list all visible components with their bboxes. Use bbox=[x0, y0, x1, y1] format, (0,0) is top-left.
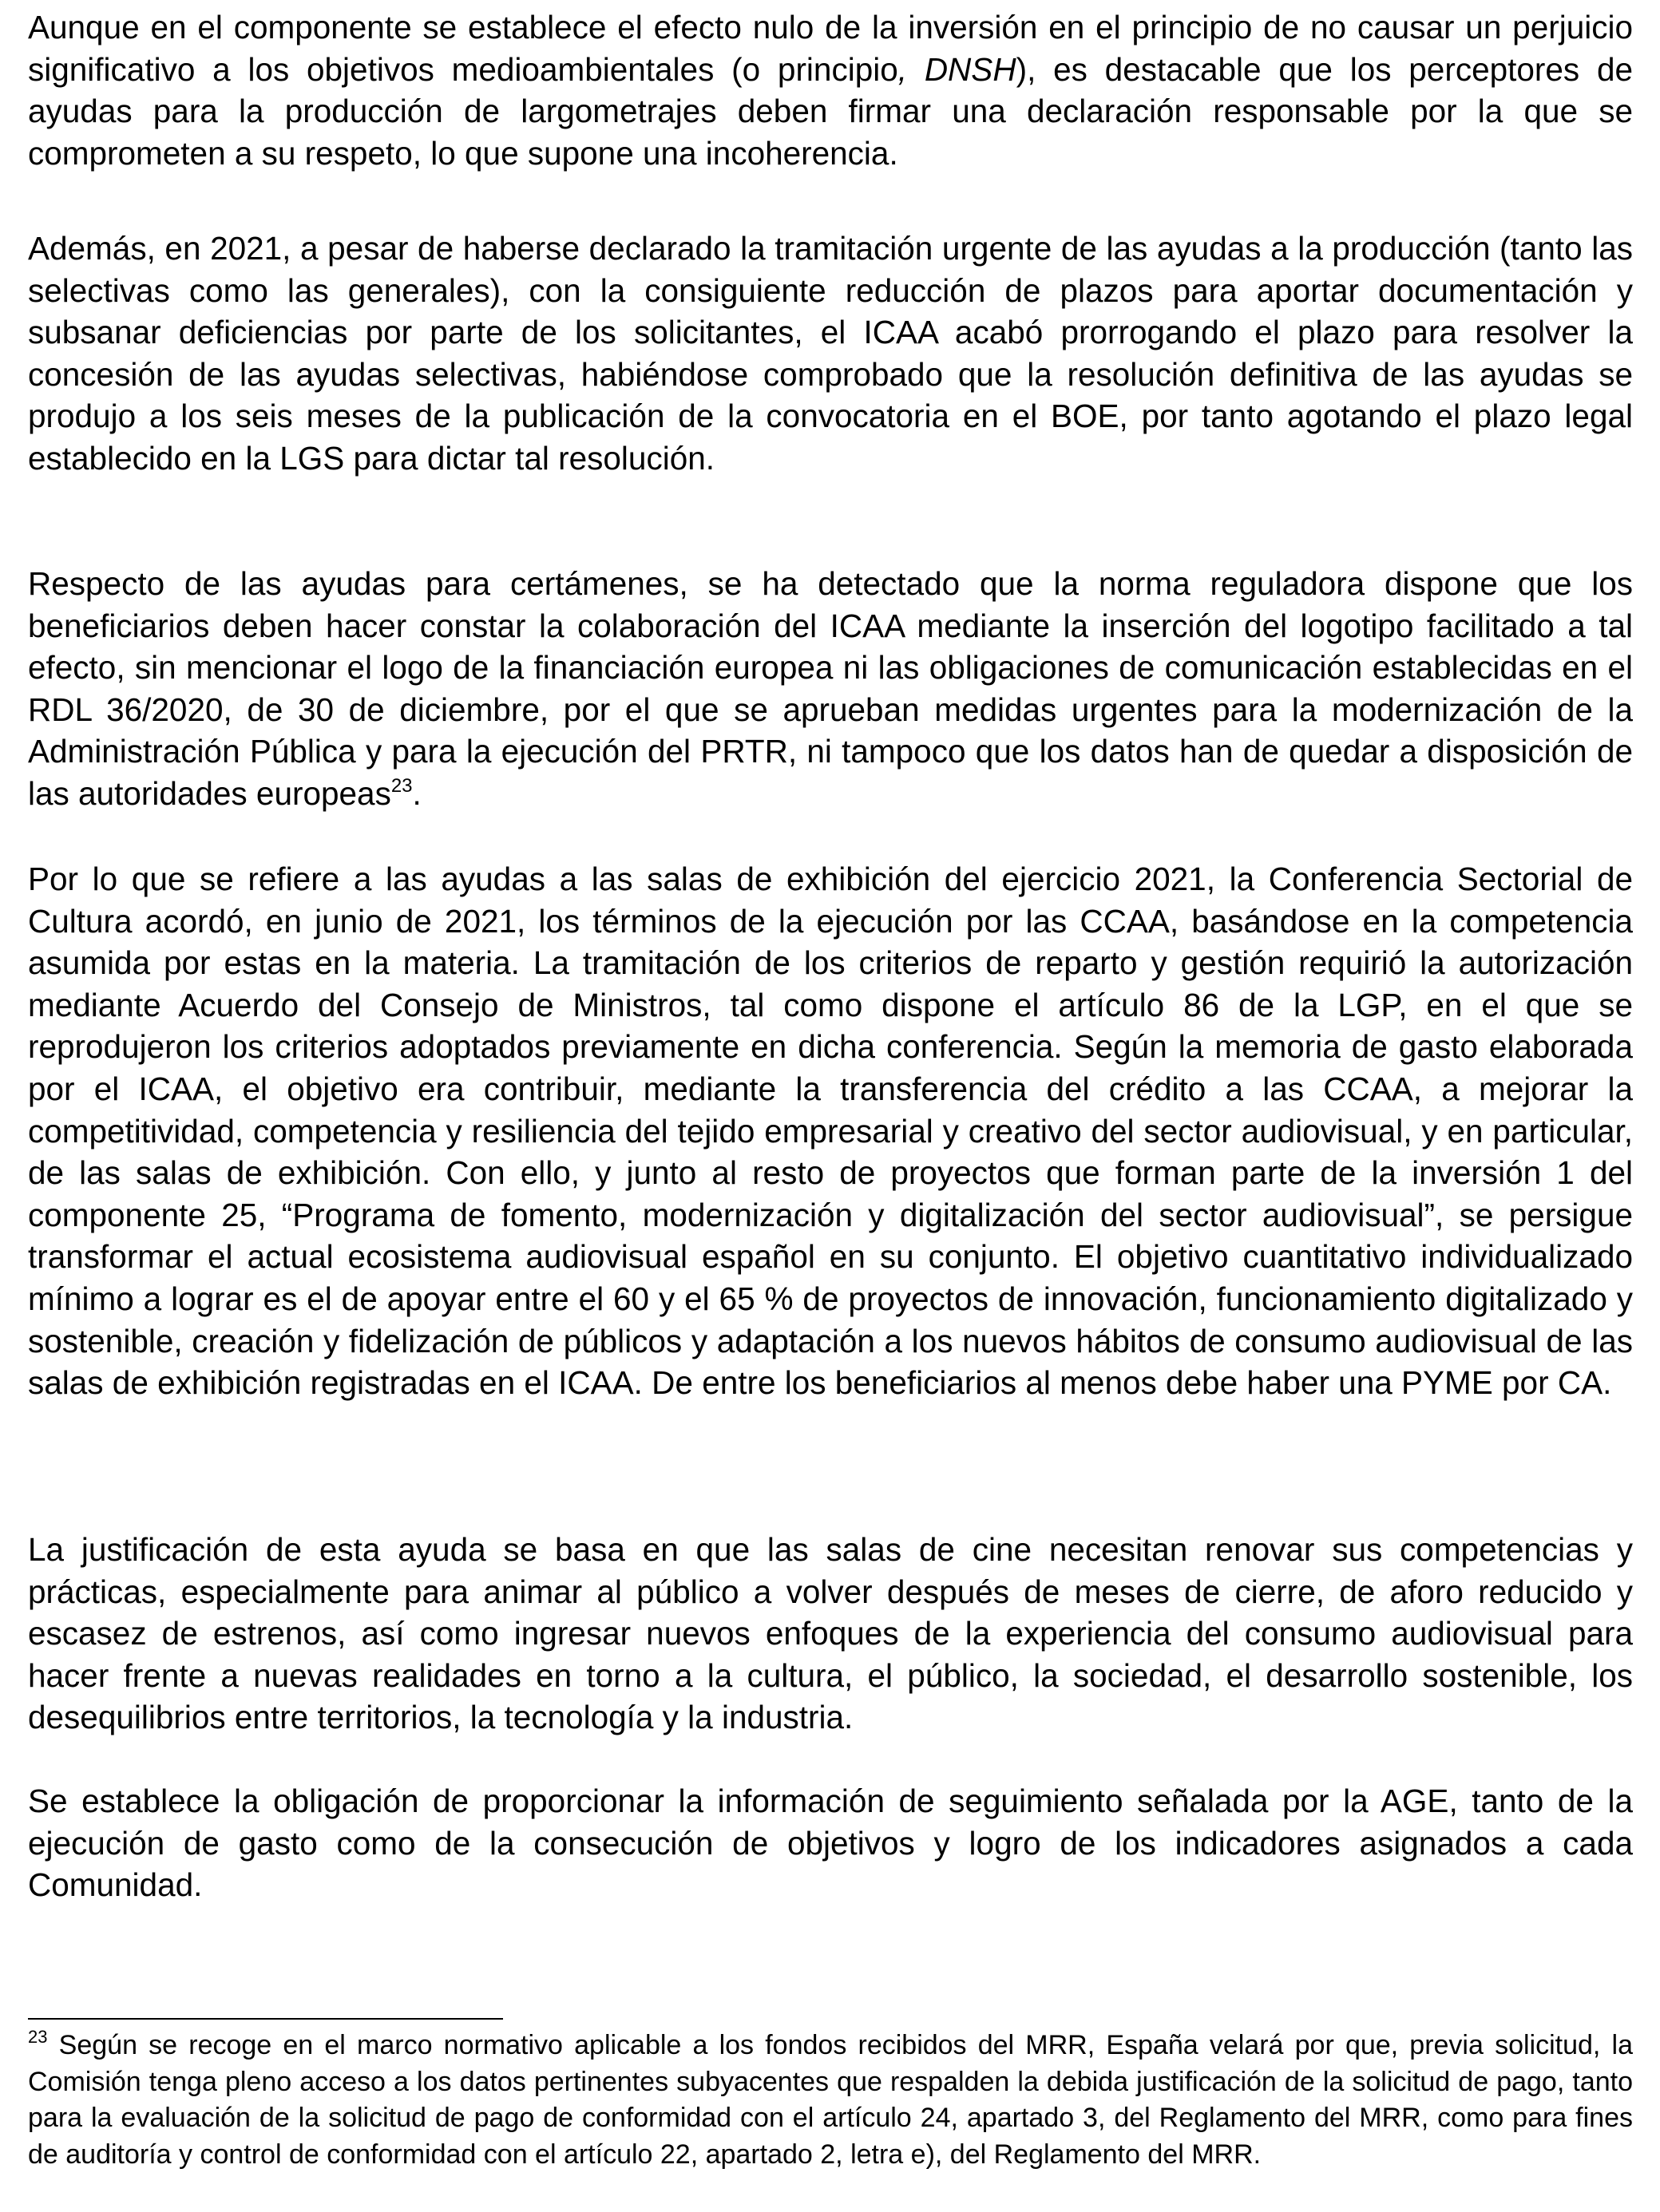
paragraph-dnsh bbox=[28, 6, 1633, 174]
footnote-text: Según se recoge en el marco normativo aplicable a los fondos recibidos del MRR, España velará por que, previa solicitud, la Comisión tenga pleno acceso a los datos pertinentes subyacentes que respalden la debida justificación de la solicitud de pago, tanto para la evaluación de la solicitud de pago de conformidad con el artículo 24, apartado 3, del Reglamento del MRR, como para fines de auditoría y control de conformidad con el artículo 22, apartado 2, letra e), del Reglamento del MRR. bbox=[28, 2030, 1633, 2170]
paragraph-urgent-processing: Además, en 2021, a pesar de haberse declarado la tramitación urgente de las ayudas a la producción (tanto las selectivas como las generales), con la consiguiente reducción de plazos para aportar documentación y subsanar deficiencias por parte de los solicitantes, el ICAA acabó prorrogando el plazo para resolver la concesión de las ayudas selectivas, habiéndose comprobado que la resolución definitiva de las ayudas se produjo a los seis meses de la publicación de la convocatoria en el BOE, por tanto agotando el plazo legal establecido en la LGS para dictar tal resolución. bbox=[28, 230, 1633, 477]
paragraph-grant-justification: La justificación de esta ayuda se basa en que las salas de cine necesitan renovar sus competencias y prácticas, especialmente para animar al público a volver después de meses de cierre, de aforo reducido y escasez de estrenos, así como ingresar nuevos enfoques de la experiencia del consumo audiovisual para hacer frente a nuevas realidades en torno a la cultura, el público, la sociedad, el desarrollo sostenible, los desequilibrios entre territorios, la tecnología y la industria. bbox=[28, 1531, 1633, 1736]
paragraph-monitoring-obligation: Se establece la obligación de proporcionar la información de seguimiento señalada por la AGE, tanto de la ejecución de gasto como de la consecución de objetivos y logro de los indicadores asignados a cada Comunidad. bbox=[28, 1783, 1633, 1904]
footnote bbox=[28, 2028, 1633, 2173]
paragraph-dnsh-italic-comma: , bbox=[897, 50, 908, 88]
footnote-number: 23 bbox=[28, 2027, 48, 2047]
footnote-separator bbox=[28, 2018, 503, 2020]
footnote-reference[interactable]: 23 bbox=[390, 774, 413, 797]
document-page bbox=[28, 0, 1633, 2212]
paragraph-festival-grants bbox=[28, 563, 1633, 815]
paragraph-dnsh-text-before: Aunque en el componente se establece el efecto nulo de la inversión en el principio de no causar un perjuicio significativo a los objetivos medioambientales (o principio bbox=[28, 9, 1633, 88]
paragraph-festival-grants-text: Respecto de las ayudas para certámenes, se ha detectado que la norma reguladora dispone que los beneficiarios deben hacer constar la colaboración del ICAA mediante la inserción del logotipo facilitado a tal efecto, sin mencionar el logo de la financiación europea ni las obligaciones de comunicación establecidas en el RDL 36/2020, de 30 de diciembre, por el que se aprueban medidas urgentes para la modernización de la Administración Pública y para la ejecución del PRTR, ni tampoco que los datos han de quedar a disposición de las autoridades europeas bbox=[28, 565, 1633, 812]
paragraph-cinema-grants: Por lo que se refiere a las ayudas a las salas de exhibición del ejercicio 2021, la Conferencia Sectorial de Cultura acordó, en junio de 2021, los términos de la ejecución por las CCAA, basándose en la competencia asumida por estas en la materia. La tramitación de los criterios de reparto y gestión requirió la autorización mediante Acuerdo del Consejo de Ministros, tal como dispone el artículo 86 de la LGP, en el que se reprodujeron los criterios adoptados previamente en dicha conferencia. Según la memoria de gasto elaborada por el ICAA, el objetivo era contribuir, mediante la transferencia del crédito a las CCAA, a mejorar la competitividad, competencia y resiliencia del tejido empresarial y creativo del sector audiovisual, y en particular, de las salas de exhibición. Con ello, y junto al resto de proyectos que forman parte de la inversión 1 del componente 25, “Programa de fomento, modernización y digitalización del sector audiovisual”, se persigue transformar el actual ecosistema audiovisual español en su conjunto. El objetivo cuantitativo individualizado mínimo a lograr es el de apoyar entre el 60 y el 65 % de proyectos de innovación, funcionamiento digitalizado y sostenible, creación y fidelización de públicos y adaptación a los nuevos hábitos de consumo audiovisual de las salas de exhibición registradas en el ICAA. De entre los beneficiarios al menos debe haber una PYME por CA. bbox=[28, 861, 1633, 1402]
paragraph-dnsh-text-after: ), es destacable que los perceptores de ayudas para la producción de largometrajes deben firmar una declaración responsable por la que se comprometen a su respeto, lo que supone una incoherencia. bbox=[28, 50, 1633, 172]
dnsh-term: DNSH bbox=[924, 50, 1016, 88]
paragraph-festival-grants-period: . bbox=[412, 774, 422, 812]
